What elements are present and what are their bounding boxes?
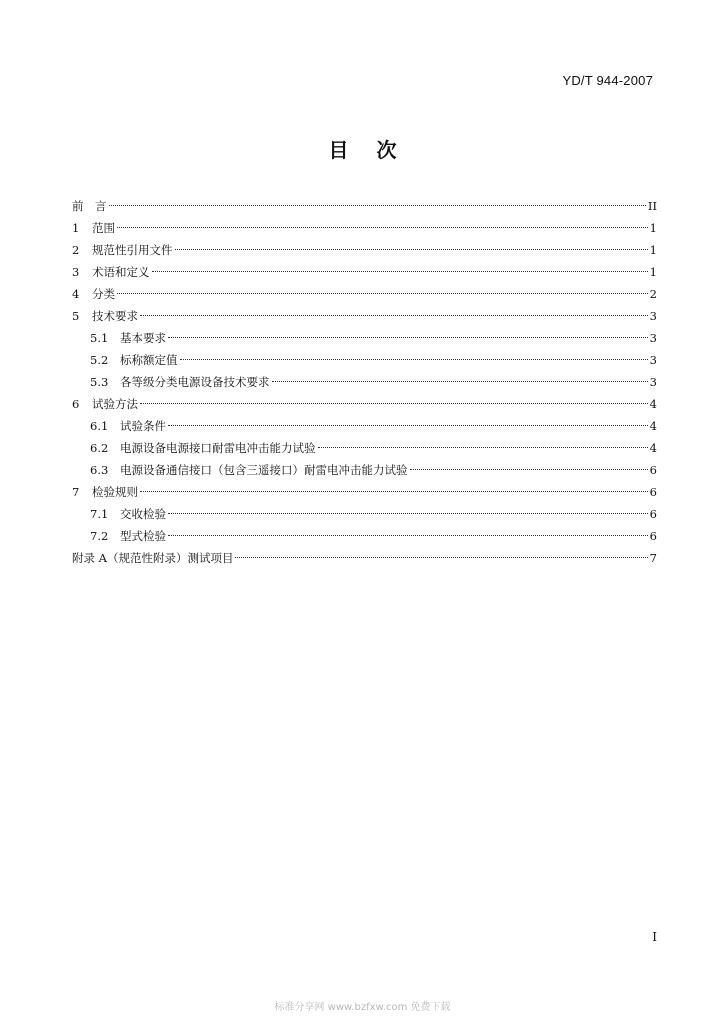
toc-entry-page: 4 — [649, 441, 657, 455]
toc-entry-label: 试验条件 — [120, 419, 166, 433]
toc-entry-number: 3 — [72, 265, 80, 279]
toc-entry-label: 交收检验 — [120, 507, 166, 521]
toc-entry-5-1[interactable] — [72, 327, 657, 349]
toc-entry-2[interactable] — [72, 239, 657, 261]
toc-entry-7-2[interactable] — [72, 525, 657, 547]
toc-entry-label: 型式检验 — [120, 529, 166, 543]
dot-leader — [140, 315, 648, 316]
toc-entry-number: 6.1 — [90, 419, 109, 433]
dot-leader — [168, 513, 648, 514]
toc-entry-label: 各等级分类电源设备技术要求 — [120, 375, 270, 389]
dot-leader — [152, 271, 648, 272]
toc-entry-page: II — [647, 199, 657, 213]
dot-leader — [180, 359, 648, 360]
standard-code: YD/T 944-2007 — [562, 73, 653, 88]
toc-entry-7[interactable] — [72, 481, 657, 503]
toc-entry-page: 1 — [649, 221, 657, 235]
toc-entry-page: 6 — [649, 507, 657, 521]
toc-entry-5-2[interactable] — [72, 349, 657, 371]
dot-leader — [168, 337, 648, 338]
toc-entry-page: 3 — [649, 353, 657, 367]
toc-entry-foreword[interactable] — [72, 195, 657, 217]
toc-entry-number: 7.2 — [90, 529, 109, 543]
page-title — [0, 134, 725, 163]
dot-leader — [410, 469, 648, 470]
toc-entry-page: 1 — [649, 265, 657, 279]
toc-entry-6[interactable] — [72, 393, 657, 415]
toc-entry-number: 5.1 — [90, 331, 109, 345]
page-number: I — [652, 930, 657, 944]
dot-leader — [109, 205, 646, 206]
table-of-contents — [72, 195, 657, 569]
toc-entry-page: 3 — [649, 375, 657, 389]
toc-entry-label: 基本要求 — [120, 331, 166, 345]
toc-entry-label: 试验方法 — [92, 397, 138, 411]
toc-entry-page: 6 — [649, 529, 657, 543]
toc-entry-label: 范围 — [92, 221, 115, 235]
toc-entry-label: 标称额定值 — [120, 353, 178, 367]
toc-entry-page: 7 — [649, 551, 657, 565]
dot-leader — [140, 403, 648, 404]
watermark: 标准分享网 www.bzfxw.com 免费下载 — [274, 1002, 451, 1013]
toc-entry-5[interactable] — [72, 305, 657, 327]
toc-entry-label: 规范性引用文件 — [92, 243, 173, 257]
toc-entry-label: 电源设备电源接口耐雷电冲击能力试验 — [120, 441, 316, 455]
title-part-2: 次 — [376, 138, 397, 162]
toc-entry-page: 3 — [649, 331, 657, 345]
dot-leader — [235, 557, 647, 558]
toc-entry-label: （规范性附录）测试项目 — [106, 551, 234, 565]
toc-entry-number: 7 — [72, 485, 80, 499]
dot-leader — [272, 381, 648, 382]
toc-entry-number: 5.3 — [90, 375, 109, 389]
toc-entry-6-2[interactable] — [72, 437, 657, 459]
dot-leader — [117, 293, 648, 294]
toc-entry-label: 术语和定义 — [92, 265, 150, 279]
toc-entry-number: 附录 A — [72, 551, 107, 565]
dot-leader — [175, 249, 648, 250]
toc-entry-number: 6.3 — [90, 463, 109, 477]
toc-entry-label: 技术要求 — [92, 309, 138, 323]
toc-entry-page: 2 — [649, 287, 657, 301]
toc-entry-page: 4 — [649, 419, 657, 433]
toc-entry-label: 检验规则 — [92, 485, 138, 499]
toc-entry-appendix-a[interactable] — [72, 547, 657, 569]
toc-entry-number: 6.2 — [90, 441, 109, 455]
toc-entry-page: 6 — [649, 485, 657, 499]
toc-entry-label: 电源设备通信接口（包含三遥接口）耐雷电冲击能力试验 — [120, 463, 408, 477]
toc-entry-number: 1 — [72, 221, 80, 235]
toc-entry-number: 4 — [72, 287, 80, 301]
toc-entry-5-3[interactable] — [72, 371, 657, 393]
title-part-1: 目 — [328, 138, 349, 162]
toc-entry-number: 5 — [72, 309, 80, 323]
toc-entry-6-1[interactable] — [72, 415, 657, 437]
toc-entry-1[interactable] — [72, 217, 657, 239]
toc-entry-number: 6 — [72, 397, 80, 411]
toc-entry-number: 5.2 — [90, 353, 109, 367]
toc-entry-number: 7.1 — [90, 507, 109, 521]
dot-leader — [140, 491, 648, 492]
toc-entry-page: 1 — [649, 243, 657, 257]
toc-entry-page: 4 — [649, 397, 657, 411]
dot-leader — [117, 227, 648, 228]
toc-entry-label: 分类 — [92, 287, 115, 301]
toc-entry-4[interactable] — [72, 283, 657, 305]
dot-leader — [168, 425, 648, 426]
dot-leader — [318, 447, 648, 448]
toc-entry-page: 3 — [649, 309, 657, 323]
toc-entry-label: 前 言 — [72, 199, 107, 213]
toc-entry-number: 2 — [72, 243, 80, 257]
toc-entry-7-1[interactable] — [72, 503, 657, 525]
toc-entry-page: 6 — [649, 463, 657, 477]
toc-entry-6-3[interactable] — [72, 459, 657, 481]
toc-entry-3[interactable] — [72, 261, 657, 283]
dot-leader — [168, 535, 648, 536]
